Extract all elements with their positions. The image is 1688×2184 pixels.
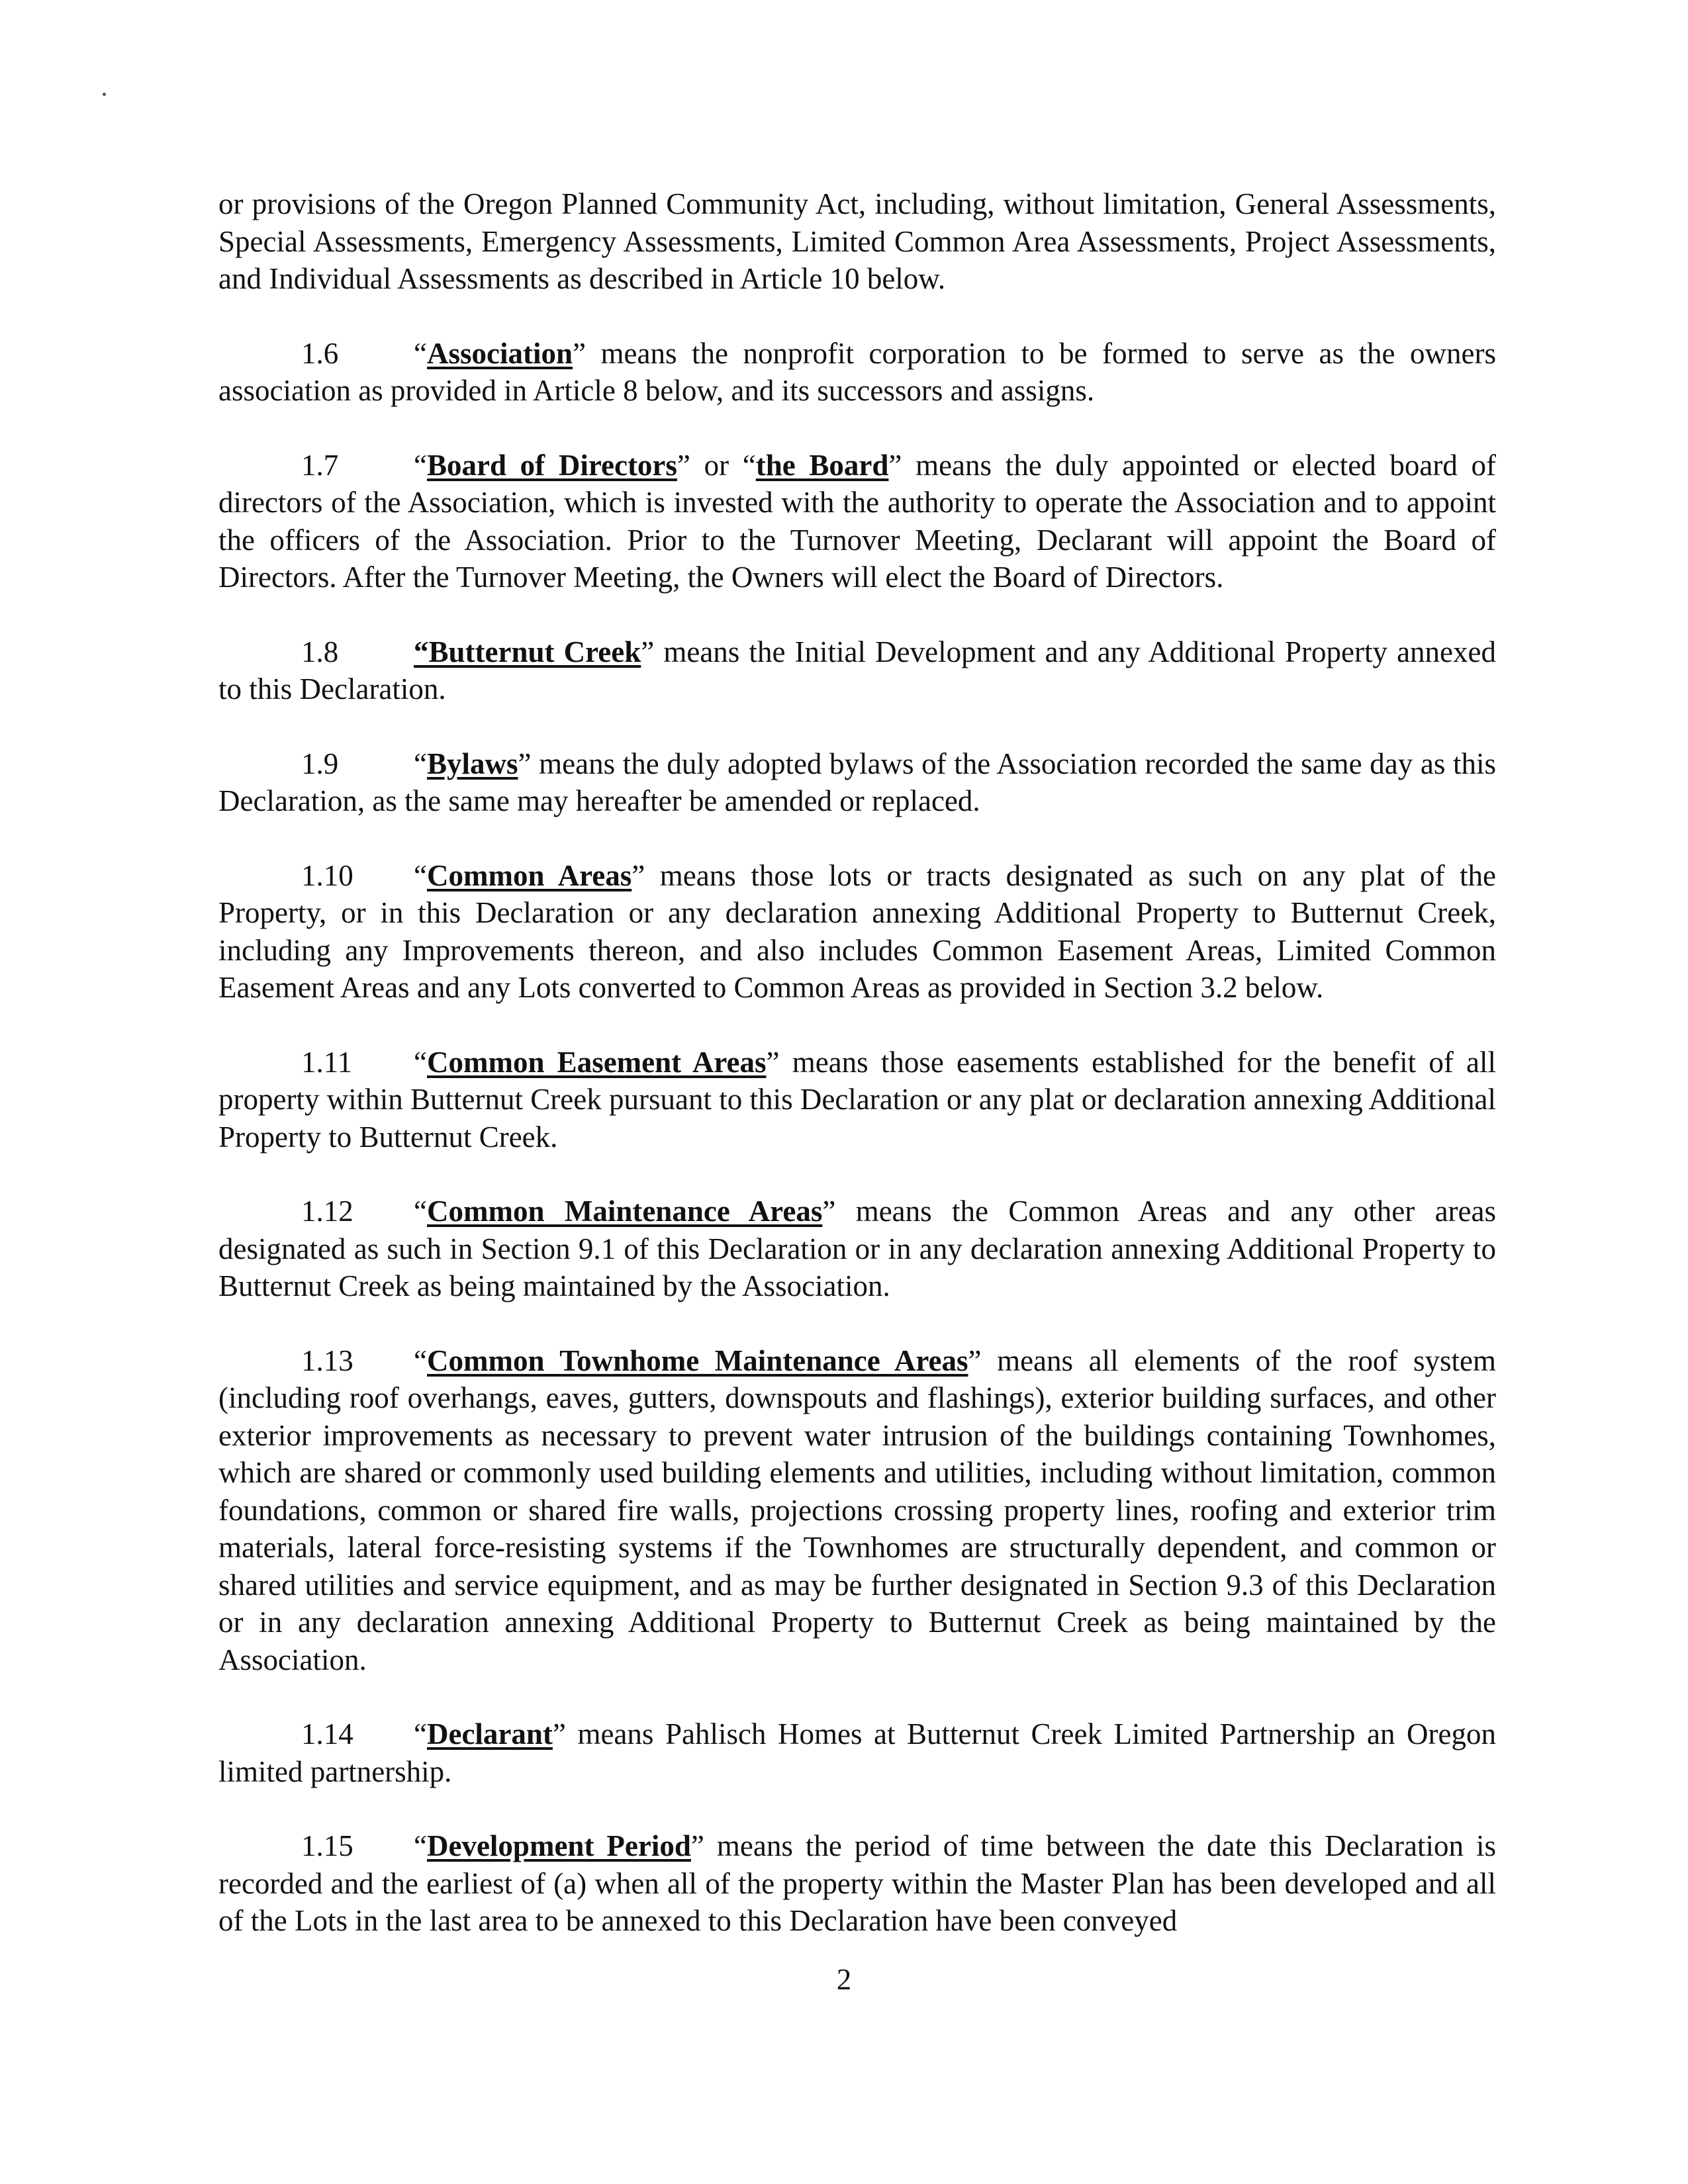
definition-paragraph <box>218 447 1496 596</box>
defined-term: “Butternut Creek <box>414 635 641 668</box>
section-number: 1.7 <box>301 448 339 482</box>
section-number: 1.8 <box>301 635 339 668</box>
definition-text: means the period of time between the date this Declaration is recorded and the earliest of (a) when all of the property within the Master Plan has been developed and all of the Lots in the last area to be annexed to this Declaration have been conveyed <box>218 1829 1496 1937</box>
section-number: 1.13 <box>301 1343 353 1377</box>
definition-text: means those easements established for the benefit of all property within Butternut Creek pursuant to this Declaration or any plat or declaration annexing Additional Property to Butternut Creek. <box>218 1045 1496 1154</box>
definition-paragraph <box>218 1044 1496 1156</box>
open-quote: “ <box>414 448 427 482</box>
close-quote: ” <box>822 1195 836 1228</box>
open-quote: “ <box>414 336 427 370</box>
definition-text: means the Initial Development and any Additional Property annexed to this Declaration. <box>218 635 1496 705</box>
defined-term: Association <box>426 336 573 370</box>
close-quote: ” <box>690 1829 704 1862</box>
open-quote: “ <box>742 448 756 482</box>
section-number: 1.15 <box>301 1829 353 1862</box>
close-quote: ” <box>518 747 532 780</box>
definitions-list <box>218 335 1496 1940</box>
section-number: 1.12 <box>301 1195 353 1228</box>
open-quote: “ <box>414 858 427 892</box>
document-page <box>218 185 1496 1977</box>
defined-term: Common Easement Areas <box>426 1045 767 1079</box>
section-number: 1.6 <box>301 336 339 370</box>
definition-paragraph <box>218 1715 1496 1790</box>
defined-term: Common Maintenance Areas <box>426 1195 823 1228</box>
definition-paragraph <box>218 1193 1496 1305</box>
close-quote: ” <box>573 336 586 370</box>
defined-term: Declarant <box>426 1717 553 1751</box>
scan-speck <box>103 93 106 96</box>
defined-term: Bylaws <box>426 747 518 780</box>
close-quote: ” <box>888 448 902 482</box>
section-number: 1.9 <box>301 747 339 780</box>
section-number: 1.11 <box>301 1045 353 1079</box>
definition-text: means the nonprofit corporation to be formed to serve as the owners association as provided in Article 8 below, and its successors and assigns. <box>218 336 1496 407</box>
close-quote: ” <box>766 1045 780 1079</box>
definition-paragraph <box>218 745 1496 820</box>
close-quote: ” <box>677 448 690 482</box>
open-quote: “ <box>414 1717 427 1751</box>
definition-text: means the duly appointed or elected board of directors of the Association, which is invested with the authority to operate the Association and to appoint the officers of the Association. Prior to the Turnover Meeting, Declarant will appoint the Board of Directors. After the Turnover Meeting, the Owners will elect the Board of Directors. <box>218 448 1497 594</box>
open-quote: “ <box>414 1829 427 1862</box>
definition-text: means those lots or tracts designated as such on any plat of the Property, or in this Declaration or any declaration annexing Additional Property to Butternut Creek, including any Improvements thereon, and also includes Common Easement Areas, Limited Common Easement Areas and any Lots converted to Common Areas as provided in Section 3.2 below. <box>218 858 1496 1004</box>
defined-term: Board of Directors <box>426 448 677 482</box>
definition-paragraph <box>218 1342 1496 1679</box>
open-quote: “ <box>414 1045 427 1079</box>
close-quote: ” <box>641 635 655 668</box>
close-quote: ” <box>968 1343 982 1377</box>
defined-term: Common Townhome Maintenance Areas <box>426 1343 968 1377</box>
definition-text: means all elements of the roof system (including roof overhangs, eaves, gutters, downspouts and flashings), exterior building surfaces, and other exterior improvements as necessary to prevent water intrusion of the buildings containing Townhomes, which are shared or commonly used building elements and utilities, including without limitation, common foundations, common or shared fire walls, projections crossing property lines, roofing and exterior trim materials, lateral force-resisting systems if the Townhomes are structurally dependent, and common or shared utilities and service equipment, and as may be further designated in Section 9.3 of this Declaration or in any declaration annexing Additional Property to Butternut Creek as being maintained by the Association. <box>218 1343 1497 1676</box>
definition-paragraph <box>218 1827 1496 1940</box>
definition-text: means the duly adopted bylaws of the Association recorded the same day as this Declaration, as the same may hereafter be amended or replaced. <box>218 747 1496 817</box>
definition-text: means Pahlisch Homes at Butternut Creek Limited Partnership an Oregon limited partnership. <box>218 1717 1496 1788</box>
open-quote: “ <box>414 1343 427 1377</box>
definition-text: means the Common Areas and any other areas designated as such in Section 9.1 of this Declaration or in any declaration annexing Additional Property to Butternut Creek as being maintained by the Association. <box>218 1195 1496 1302</box>
section-number: 1.14 <box>301 1717 353 1751</box>
connector-text: or <box>690 448 743 482</box>
close-quote: ” <box>632 858 645 892</box>
open-quote: “ <box>414 747 427 780</box>
close-quote: ” <box>552 1717 566 1751</box>
defined-term: Common Areas <box>426 858 632 892</box>
definition-paragraph <box>218 633 1496 708</box>
open-quote: “ <box>414 1195 427 1228</box>
defined-term: Development Period <box>426 1829 691 1862</box>
section-number: 1.10 <box>301 858 353 892</box>
page-number: 2 <box>836 1963 852 1996</box>
definition-paragraph <box>218 857 1496 1007</box>
definition-paragraph <box>218 335 1496 410</box>
intro-paragraph: or provisions of the Oregon Planned Community Act, including, without limitation, General Assessments, Special Assessments, Emergency Assessments, Limited Common Area Assessments, Project Assessments, and Individual Assessments as described in Article 10 below. <box>218 187 1496 295</box>
defined-term: the Board <box>755 448 889 482</box>
